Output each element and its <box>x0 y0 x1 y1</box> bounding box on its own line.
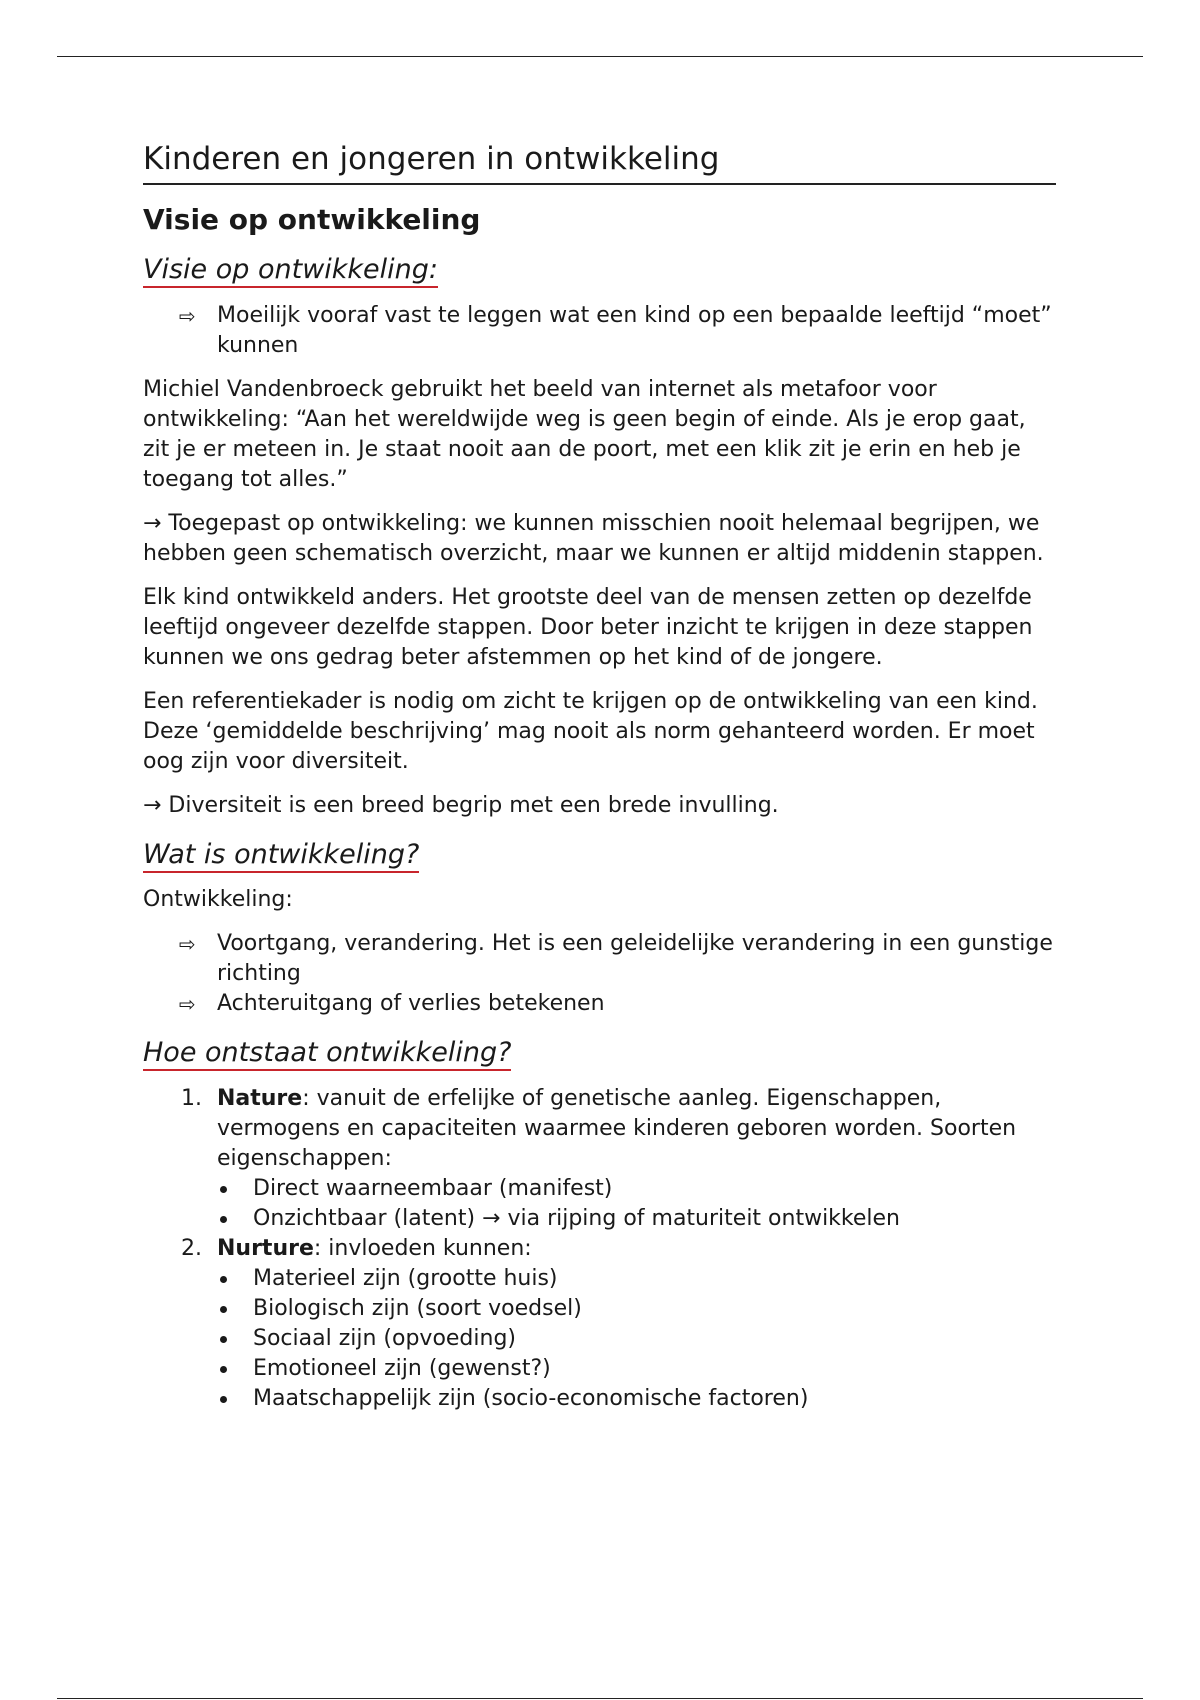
list-item-text: Achteruitgang of verlies betekenen <box>217 991 605 1017</box>
list-item: Materieel zijn (grootte huis) <box>253 1264 1056 1294</box>
arrow-list-wat-is <box>143 929 1056 1019</box>
arrow-bullet-icon: ⇨ <box>179 992 196 1017</box>
list-item: Biologisch zijn (soort voedsel) <box>253 1294 1056 1324</box>
document-title: Kinderen en jongeren in ontwikkeling <box>143 140 1056 185</box>
bullet-list-nurture <box>217 1264 1056 1414</box>
list-item: Emotioneel zijn (gewenst?) <box>253 1354 1056 1384</box>
list-item <box>179 929 1056 989</box>
list-item: Direct waarneembaar (manifest) <box>253 1174 1056 1204</box>
list-item-text: Voortgang, verandering. Het is een geleidelijke verandering in een gunstige richting <box>217 931 1053 987</box>
subheading-wat-is-text: Wat is ontwikkeling? <box>143 839 419 873</box>
arrow-bullet-icon: ⇨ <box>179 303 196 328</box>
arrow-bullet-icon: ⇨ <box>179 932 196 957</box>
list-item <box>179 301 1056 361</box>
footer-rule <box>57 1698 1143 1699</box>
paragraph-metafoor: Michiel Vandenbroeck gebruikt het beeld van internet als metafoor voor ontwikkeling: “Aan het wereldwijde weg is geen begin of einde. Als je erop gaat, zit je er meteen in. Je staat nooit aan de poort, met een klik zit je erin en heb je toegang tot alles.” <box>143 376 1026 492</box>
paragraph-diversiteit: → Diversiteit is een breed begrip met een brede invulling. <box>143 792 779 818</box>
subheading-visie-text: Visie op ontwikkeling: <box>143 254 438 288</box>
subheading-visie <box>143 254 1056 286</box>
paragraph-ontwikkeling: Ontwikkeling: <box>143 887 293 913</box>
list-item: Maatschappelijk zijn (socio-economische factoren) <box>253 1384 1056 1414</box>
document-body <box>143 140 1056 1414</box>
term-nurture: Nurture <box>217 1235 314 1261</box>
paragraph-toegepast: → Toegepast op ontwikkeling: we kunnen misschien nooit helemaal begrijpen, we hebben geen schematisch overzicht, maar we kunnen er altijd middenin stappen. <box>143 510 1044 566</box>
list-item: Onzichtbaar (latent) → via rijping of maturiteit ontwikkelen <box>253 1204 1056 1234</box>
subheading-hoe-ontstaat-text: Hoe ontstaat ontwikkeling? <box>143 1037 511 1071</box>
list-number: 2. <box>181 1235 202 1261</box>
subheading-wat-is <box>143 839 1056 871</box>
list-number: 1. <box>181 1085 202 1111</box>
heading-visie: Visie op ontwikkeling <box>143 202 481 236</box>
list-item-text: Moeilijk vooraf vast te leggen wat een kind op een bepaalde leeftijd “moet” kunnen <box>217 302 1052 358</box>
paragraph-referentiekader: Een referentiekader is nodig om zicht te krijgen op de ontwikkeling van een kind. Deze ‘gemiddelde beschrijving’ mag nooit als norm gehanteerd worden. Er moet oog zijn voor diversiteit. <box>143 688 1038 774</box>
subheading-hoe-ontstaat <box>143 1037 1056 1069</box>
list-item: Sociaal zijn (opvoeding) <box>253 1324 1056 1354</box>
numbered-list-factoren <box>143 1084 1056 1414</box>
arrow-list-visie <box>143 301 1056 361</box>
list-item <box>179 989 1056 1019</box>
paragraph-elk-kind: Elk kind ontwikkeld anders. Het grootste deel van de mensen zetten op dezelfde leeftijd ongeveer dezelfde stappen. Door beter inzicht te krijgen in deze stappen kunnen we ons gedrag beter afstemmen op het kind of de jongere. <box>143 584 1033 670</box>
list-item-nurture <box>181 1234 1056 1414</box>
term-nature: Nature <box>217 1085 303 1111</box>
list-item-nature <box>181 1084 1056 1234</box>
list-item-text: : vanuit de erfelijke of genetische aanleg. Eigenschappen, vermogens en capaciteiten waarmee kinderen geboren worden. Soorten eigenschappen: <box>217 1085 1017 1171</box>
list-item-text: : invloeden kunnen: <box>313 1235 532 1261</box>
header-rule <box>57 56 1143 57</box>
bullet-list-nature <box>217 1174 1056 1234</box>
